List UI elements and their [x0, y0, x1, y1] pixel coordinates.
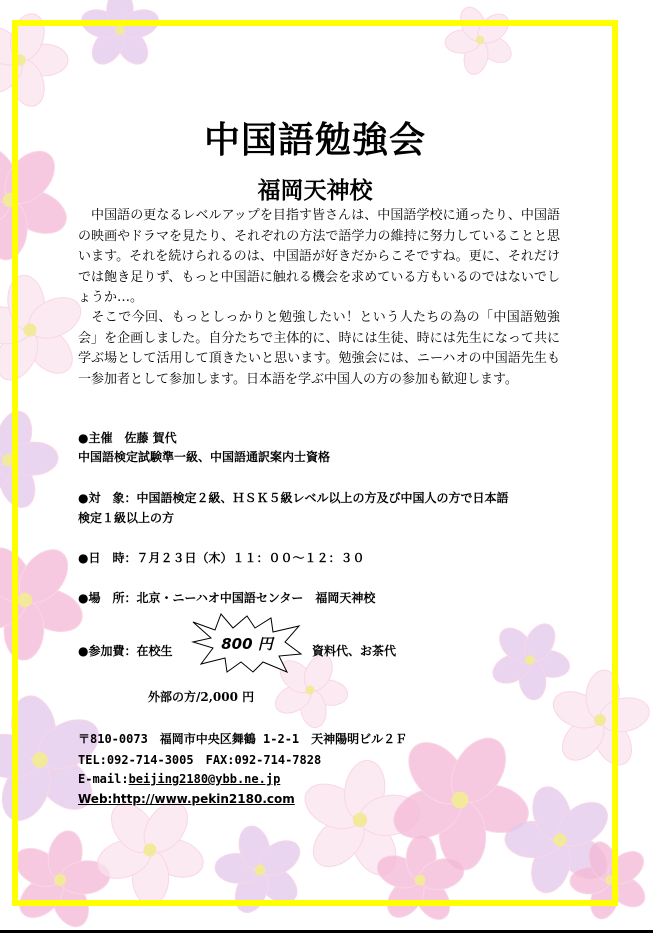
page-title: 中国語勉強会: [203, 120, 426, 161]
website-link[interactable]: Web:http://www.pekin2180.com: [78, 792, 295, 806]
student-price: 800 円: [221, 635, 273, 653]
organizer-qualifications: 中国語検定試験準一級、中国語通訳案内士資格: [78, 450, 331, 464]
intro-paragraph-1: 中国語の更なるレベルアップを目指す皆さんは、中国語学校に通ったり、中国語の映画やドラマを見たり、それぞれの方法で語学力の維持に努力していることと思います。それを続けられるのは、中国語が好きだからこそですね。更に、それだけでは飽き足りず、もっと中国語に触れる機会を求めている方もいるのではないでしょうか…。: [78, 208, 560, 305]
fee-label: ●参加費：在校生: [78, 644, 173, 658]
intro-paragraph-2: そこで今回、もっとしっかりと勉強したい！という人たちの為の「中国語勉強会」を企画しました。自分たちで主体的に、時には生徒、時には先生になって共に学ぶ場として活用して頂きたいと思います。勉強会には、ニーハオの中国語先生も一参加者として参加します。日本語を学ぶ中国人の方の参加も歓迎します。: [78, 310, 560, 387]
bottom-rule: [0, 930, 653, 933]
email-label: E-mail:: [78, 772, 129, 786]
email-line: [78, 772, 280, 786]
outsider-fee: 外部の方/2,000 円: [148, 690, 255, 704]
address-line: 〒810-0073 福岡市中央区舞鶴 1-2-1 天神陽明ビル２Ｆ: [78, 732, 408, 746]
target-line: ●対 象：中国語検定２級、ＨＳＫ５級レベル以上の方及び中国人の方で日本語: [78, 491, 509, 505]
email-link[interactable]: beijing2180@ybb.ne.jp: [128, 772, 281, 786]
tel-fax-line: TEL:092-714-3005 FAX:092-714-7828: [78, 753, 322, 767]
page-subtitle: 福岡天神校: [257, 178, 373, 204]
organizer-line: ●主催 佐藤 賀代: [78, 431, 177, 445]
target-line-continued: 検定１級以上の方: [78, 511, 175, 525]
datetime-line: ●日 時：７月２３日（木）１１：００～１２：３０: [78, 551, 365, 565]
location-line: ●場 所：北京・ニーハオ中国語センター 福岡天神校: [78, 591, 376, 605]
fee-extras: 資料代、お茶代: [312, 644, 397, 658]
